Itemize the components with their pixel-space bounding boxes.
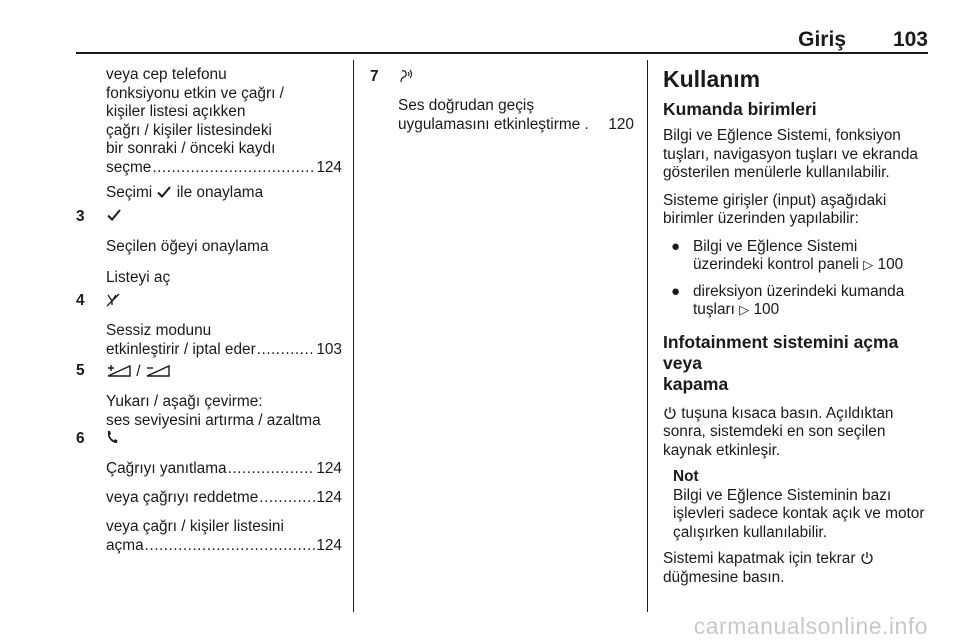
header-rule (76, 52, 928, 54)
checkmark-icon (106, 208, 122, 222)
paragraph: Bilgi ve Eğlence Sistemi, fonksiyon tuşları, navigasyon tuşları ve ekranda gösterilen menülerle kullanılabilir. (663, 127, 918, 181)
item-number: 5 (76, 362, 85, 379)
page-ref: 100 (753, 301, 780, 318)
item4-block: Sessiz modunu etkinleştirir / iptal eder ..... 103 (106, 322, 342, 359)
page-ref: 103 (316, 340, 342, 358)
note-title: Not (673, 468, 699, 485)
page-ref: 124 (316, 489, 342, 506)
column-divider-2 (647, 60, 648, 612)
phone-icon (106, 430, 118, 444)
item-number: 6 (76, 430, 85, 447)
item5-text: Yukarı / aşağı çevirme: ses seviyesini artırma / azaltma (106, 393, 321, 429)
bullet-icon: ● (671, 282, 681, 300)
page-arrow-icon: ▷ (863, 257, 874, 272)
bullet-icon: ● (671, 237, 681, 255)
volume-down-icon (145, 362, 171, 378)
page-arrow-icon: ▷ (739, 302, 750, 317)
section-title: Giriş (798, 28, 846, 51)
intro-line: kişiler listesi açıkken (106, 103, 246, 120)
power-icon (860, 551, 874, 565)
item7-text: Ses doğrudan geçiş uygulamasını etkinleştirme . 120 (398, 97, 634, 133)
page-ref: 100 (877, 256, 904, 273)
answer-line: Çağrıyı yanıtlama ..... 124 (106, 460, 342, 479)
item-number: 7 (370, 68, 379, 85)
item3-text2: Listeyi aç (106, 269, 171, 286)
intro-block (106, 66, 342, 177)
note-box: Not Bilgi ve Eğlence Sisteminin bazı işlevleri sadece kontak açık ve motor çalışırken kullanılabilir. (663, 468, 929, 542)
section-heading: Kullanım (663, 66, 761, 92)
open-list-block: veya çağrı / kişiler listesini açma ..... 124 (106, 518, 342, 555)
volume-up-icon (106, 362, 132, 378)
list-item: ● Bilgi ve Eğlence Sistemi üzerindeki kontrol paneli ▷ 100 (671, 237, 904, 273)
item3-text: Seçilen öğeyi onaylama (106, 238, 269, 255)
checkmark-icon (156, 185, 172, 199)
paragraph: Sistemi kapatmak için tekrar düğmesine basın. (663, 550, 929, 587)
confirm-line: Seçimi ile onaylama (106, 184, 264, 201)
power-icon (663, 406, 677, 420)
intro-line: veya cep telefonu (106, 66, 227, 83)
intro-leader-line: seçme ..... 124 (106, 159, 342, 178)
watermark: carmanualsonline.info (693, 613, 928, 639)
column-3 (663, 66, 929, 587)
voice-recognition-icon (398, 68, 414, 84)
reject-line: veya çağrıyı reddetme ..... 124 (106, 489, 342, 508)
intro-line: fonksiyonu etkin ve çağrı / (106, 84, 284, 102)
page-number: 103 (892, 28, 928, 51)
subsection-heading: Infotainment sistemini açma veya kapama (663, 331, 899, 394)
page-ref: 120 (608, 115, 634, 133)
item-number: 3 (76, 208, 85, 225)
paragraph: tuşuna kısaca basın. Açıldıktan sonra, sistemdeki en son seçilen kaynak etkinleşir. (663, 404, 894, 459)
item5-icons: / (106, 362, 342, 382)
page-ref: 124 (316, 158, 342, 176)
intro-line: çağrı / kişiler listesindeki (106, 121, 272, 139)
page-header (76, 28, 928, 52)
item-number: 4 (76, 292, 85, 309)
subsection-heading: Kumanda birimleri (663, 99, 817, 119)
mute-icon (106, 292, 120, 308)
page-ref: 124 (316, 460, 342, 477)
list-item: ● direksiyon üzerindeki kumanda tuşları ▷ 100 (671, 282, 905, 318)
intro-line: bir sonraki / önceki kaydı (106, 140, 276, 157)
paragraph: Sisteme girişler (input) aşağıdaki birimler üzerinden yapılabilir: (663, 191, 887, 227)
column-divider-1 (353, 60, 354, 612)
page-ref: 124 (316, 536, 342, 554)
